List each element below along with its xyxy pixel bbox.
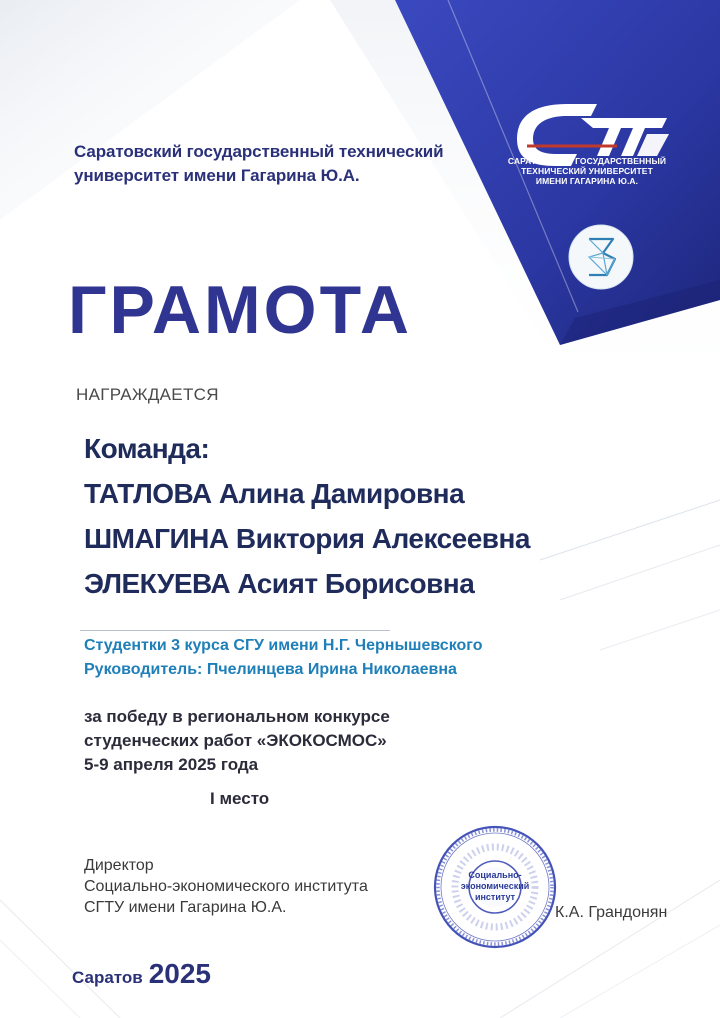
sstu-logo-icon [497, 94, 677, 204]
team-member: ЭЛЕКУЕВА Асият Борисовна [84, 568, 475, 599]
team-block [84, 426, 530, 606]
awarded-label: НАГРАЖДАЕТСЯ [76, 385, 219, 404]
university-name-line2: университет имени Гагарина Ю.А. [74, 166, 360, 185]
logo-text-line3: ИМЕНИ ГАГАРИНА Ю.А. [535, 176, 639, 186]
director-block [84, 855, 368, 918]
team-member: ТАТЛОВА Алина Дамировна [84, 478, 465, 509]
director-title: Директор [84, 857, 154, 874]
logo-text-line1: САРАТОВСКИЙ ГОСУДАРСТВЕННЫЙ [507, 156, 667, 166]
students-line: Студентки 3 курса СГУ имени Н.Г. Чернышевского [84, 637, 483, 654]
university-name-line1: Саратовский государственный технический [74, 142, 444, 161]
reason-date: 5-9 апреля 2025 года [84, 755, 259, 774]
signer-name: К.А. Грандонян [555, 904, 668, 921]
supervisor-line: Руководитель: Пчелинцева Ирина Николаевна [84, 661, 457, 678]
stamp-text-line2: экономический [460, 881, 530, 891]
reason-line1: за победу в региональном конкурсе [84, 707, 390, 726]
team-label: Команда: [84, 433, 210, 464]
ecology-emblem-icon [567, 223, 635, 291]
footer-city: Саратов [72, 968, 143, 987]
certificate-title: ГРАМОТА [68, 272, 412, 348]
stamp-text-line1: Социально- [468, 870, 522, 880]
divider-line [80, 630, 390, 631]
footer-year: 2025 [148, 958, 212, 989]
award-reason [84, 705, 390, 777]
director-university: СГТУ имени Гагарина Ю.А. [84, 899, 287, 916]
stamp-text-line3: институт [474, 892, 516, 902]
director-institute: Социально-экономического института [84, 878, 368, 895]
university-name [74, 140, 444, 188]
reason-line2: студенческих работ «ЭКОКОСМОС» [84, 731, 387, 750]
stamp-center-text [452, 870, 538, 903]
sstu-logo-caption [492, 156, 682, 186]
logo-text-line2: ТЕХНИЧЕСКИЙ УНИВЕРСИТЕТ [521, 166, 653, 176]
award-place: I место [210, 789, 270, 808]
team-member: ШМАГИНА Виктория Алексеевна [84, 523, 530, 554]
students-info [84, 634, 483, 682]
footer-city-year [72, 958, 211, 990]
